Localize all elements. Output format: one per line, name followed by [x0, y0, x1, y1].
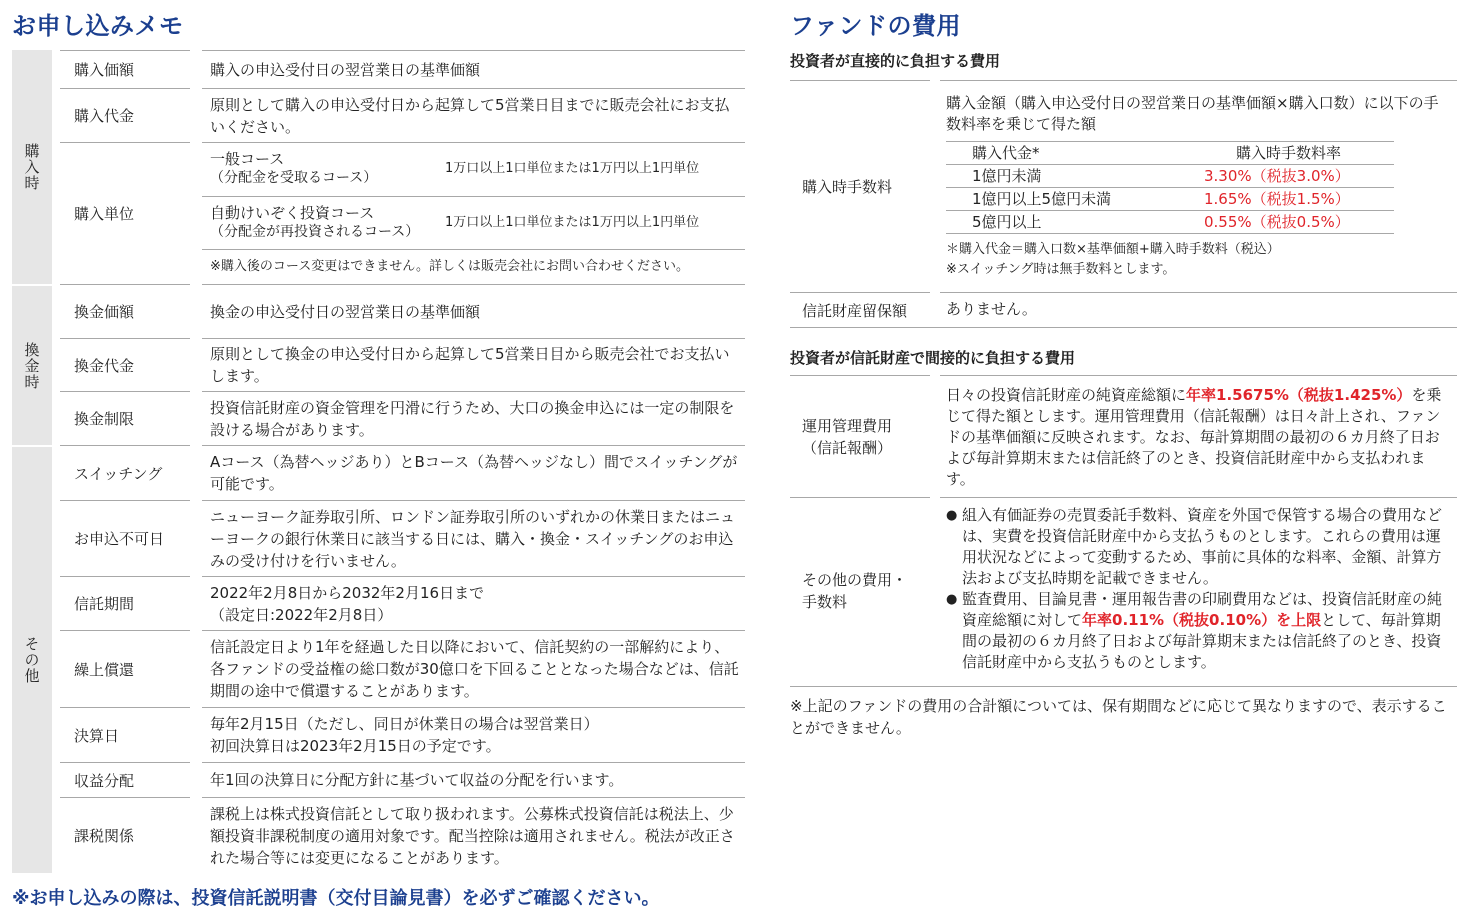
bullet-text: 監査費用、目論見書・運用報告書の印刷費用などは、投資信託財産の純資産総額に対して年率0.11%（税抜0.10%）を上限として、毎計算期間の最初の６カ月終了日および毎計算期末または信託終了のとき、投資信託財産中から支払うものとします。 — [962, 590, 1443, 671]
row-kounyu-kakaku — [60, 50, 745, 88]
row-label: 購入代金 — [60, 88, 190, 142]
label-line2: （信託報酬） — [802, 438, 893, 457]
fee-row — [946, 211, 1394, 234]
right-footer-note: ※上記のファンドの費用の合計額については、保有期間などに応じて異なりますので、表示することができません。 — [790, 697, 1447, 737]
kanri-rate: 年率1.5675%（税抜1.425%） — [1186, 386, 1412, 404]
row-value: 購入の申込受付日の翌営業日の基準価額 — [202, 50, 745, 88]
indirect-table-bottom — [790, 686, 1457, 687]
row-value: 年1回の決算日に分配方針に基づいて収益の分配を行います。 — [202, 762, 745, 797]
row-label: 購入価額 — [60, 50, 190, 88]
row-kankin-kakaku — [60, 284, 745, 338]
application-memo-table — [12, 50, 745, 873]
left-title: お申し込みメモ — [12, 12, 184, 40]
section-redeem — [12, 284, 745, 445]
row-value: 原則として換金の申込受付日から起算して5営業日目から販売会社でお支払いします。 — [202, 338, 745, 391]
row-label: 購入単位 — [60, 142, 190, 284]
direct-cost-table — [790, 80, 1457, 328]
row-zei — [60, 797, 745, 873]
bullet-icon: ● — [946, 592, 958, 607]
label-line1: 運用管理費用 — [802, 416, 893, 435]
row-value-line1: 毎年2月15日（ただし、同日が休業日の場合は翌営業日） — [210, 715, 599, 733]
row-value: Aコース（為替ヘッジあり）とBコース（為替ヘッジなし）間でスイッチングが可能です。 — [202, 445, 745, 500]
row-value — [940, 497, 1457, 684]
row-value-courses — [202, 142, 745, 284]
other-fee-rate: 年率0.11%（税抜0.10%）を上限 — [1082, 611, 1322, 629]
row-label: 信託期間 — [60, 576, 190, 630]
row-value: 信託設定日より1年を経過した日以降において、信託契約の一部解約により、各ファンドの受益権の総口数が30億口を下回ることとなった場合などは、信託期間の途中で償還することがあります。 — [202, 630, 745, 707]
label-line2: 手数料 — [802, 593, 848, 611]
direct-table-bottom — [790, 327, 1457, 328]
bullet-item — [946, 505, 1451, 589]
row-value — [940, 375, 1457, 497]
row-other-fees — [790, 497, 1457, 684]
row-value-line1: 2022年2月8日から2032年2月16日まで — [210, 583, 485, 602]
row-label: 換金価額 — [60, 284, 190, 338]
row-label: 購入時手数料 — [790, 80, 930, 292]
row-label: 課税関係 — [60, 797, 190, 873]
bullet-item — [946, 589, 1451, 673]
section-other — [12, 445, 745, 873]
fee-intro: 購入金額（購入申込受付日の翌営業日の基準価額×購入口数）に以下の手数料率を乗じて得た額 — [946, 94, 1439, 133]
row-value — [940, 80, 1457, 292]
fee-amount: 5億円以上 — [946, 211, 1192, 234]
fee-rate-table — [946, 141, 1394, 234]
fee-table-header — [946, 142, 1394, 165]
section-label-other: その他 — [12, 447, 52, 873]
fee-rate: 1.65%（税抜1.5%） — [1192, 188, 1394, 211]
row-label — [790, 497, 930, 684]
row-label: 決算日 — [60, 707, 190, 762]
row-label: お申込不可日 — [60, 500, 190, 576]
bullet-icon: ● — [946, 508, 958, 523]
course-sub: （分配金が再投資されるコース） — [210, 223, 420, 240]
section-label-purchase: 購入時 — [12, 50, 52, 284]
row-value: ニューヨーク証券取引所、ロンドン証券取引所のいずれかの休業日またはニューヨークの銀行休業日に該当する日には、購入・換金・スイッチングのお申込みの受け付けを行いません。 — [202, 500, 745, 576]
right-title: ファンドの費用 — [790, 12, 962, 40]
row-value: 換金の申込受付日の翌営業日の基準価額 — [202, 284, 745, 338]
row-label: 換金代金 — [60, 338, 190, 391]
fee-row — [946, 165, 1394, 188]
row-bunpai — [60, 762, 745, 797]
row-kikan — [60, 576, 745, 630]
bullet-text: 組入有価証券の売買委託手数料、資産を外国で保管する場合の費用などは、実費を投資信託財産中から支払うものとします。これらの費用は運用状況などによって変動するため、事前に具体的な料率、金額、計算方法および支払時期を記載できません。 — [962, 506, 1443, 587]
row-fuka — [60, 500, 745, 576]
row-kounyu-tani — [60, 142, 745, 284]
row-value — [202, 576, 745, 630]
fee-rate: 0.55%（税抜0.5%） — [1192, 211, 1394, 234]
row-value: 原則として購入の申込受付日から起算して5営業日目までに販売会社にお支払いください。 — [202, 88, 745, 142]
fee-row — [946, 188, 1394, 211]
course-sub: （分配金を受取るコース） — [210, 170, 378, 187]
indirect-cost-table — [790, 375, 1457, 684]
course-name: 自動けいぞく投資コース — [210, 203, 375, 222]
label-line1: その他の費用・ — [802, 571, 908, 589]
row-label: 換金制限 — [60, 391, 190, 445]
fee-note-2: ※スイッチング時は無手数料とします。 — [946, 262, 1176, 277]
row-kuriage — [60, 630, 745, 707]
kanri-text-pre: 日々の投資信託財産の純資産総額に — [946, 386, 1187, 404]
row-value — [202, 707, 745, 762]
course-desc: 1万口以上1口単位または1万円以上1円単位 — [445, 214, 700, 230]
course-name: 一般コース — [210, 150, 285, 169]
row-label — [790, 375, 930, 497]
left-footer-note: ※お申し込みの際は、投資信託説明書（交付目論見書）を必ずご確認ください。 — [12, 888, 660, 909]
row-label: スイッチング — [60, 445, 190, 500]
row-kanri — [790, 375, 1457, 497]
row-value: 投資信託財産の資金管理を円滑に行うため、大口の換金申込には一定の制限を設ける場合があります。 — [202, 391, 745, 445]
row-value-line2: （設定日:2022年2月8日） — [210, 605, 393, 624]
fee-rate: 3.30%（税抜3.0%） — [1192, 165, 1394, 188]
course-note: ※購入後のコース変更はできません。詳しくは販売会社にお問い合わせください。 — [210, 259, 690, 274]
direct-heading: 投資者が直接的に負担する費用 — [790, 52, 1001, 70]
fee-amount: 1億円以上5億円未満 — [946, 188, 1192, 211]
fee-amount: 1億円未満 — [946, 165, 1192, 188]
row-value: 課税上は株式投資信託として取り扱われます。公募株式投資信託は税法上、少額投資非課税制度の適用対象です。配当控除は適用されません。税法が改正された場合等には変更になることがあります。 — [202, 797, 745, 873]
fee-head-rate: 購入時手数料率 — [1192, 142, 1394, 165]
row-ryuho — [790, 292, 1457, 328]
indirect-heading: 投資者が信託財産で間接的に負担する費用 — [790, 349, 1076, 367]
section-purchase — [12, 50, 745, 284]
course-desc: 1万口以上1口単位または1万円以上1円単位 — [445, 161, 700, 177]
row-value: ありません。 — [940, 292, 1457, 328]
kanri-text-post: を乗じて得た額とします。運用管理費用（信託報酬）は日々計上され、ファンドの基準価額に反映されます。なお、毎計算期間の最初の６カ月終了日および毎計算期末または信託終了のとき、投資信託財産中から支払われます。 — [946, 386, 1442, 488]
course-auto — [202, 197, 745, 251]
row-label: 繰上償還 — [60, 630, 190, 707]
row-label: 信託財産留保額 — [790, 292, 930, 328]
row-kessan — [60, 707, 745, 762]
row-kounyu-daikin — [60, 88, 745, 142]
fee-note-1: ＊購入代金＝購入口数×基準価額+購入時手数料（税込） — [946, 242, 1280, 257]
row-switching — [60, 445, 745, 500]
row-value-line2: 初回決算日は2023年2月15日の予定です。 — [210, 737, 501, 755]
course-general — [202, 143, 745, 197]
fee-head-amount: 購入代金* — [946, 142, 1192, 165]
row-label: 収益分配 — [60, 762, 190, 797]
row-kounyu-tesuryo — [790, 80, 1457, 292]
section-label-redeem: 換金時 — [12, 286, 52, 445]
row-kankin-daikin — [60, 338, 745, 391]
row-kankin-seigen — [60, 391, 745, 445]
